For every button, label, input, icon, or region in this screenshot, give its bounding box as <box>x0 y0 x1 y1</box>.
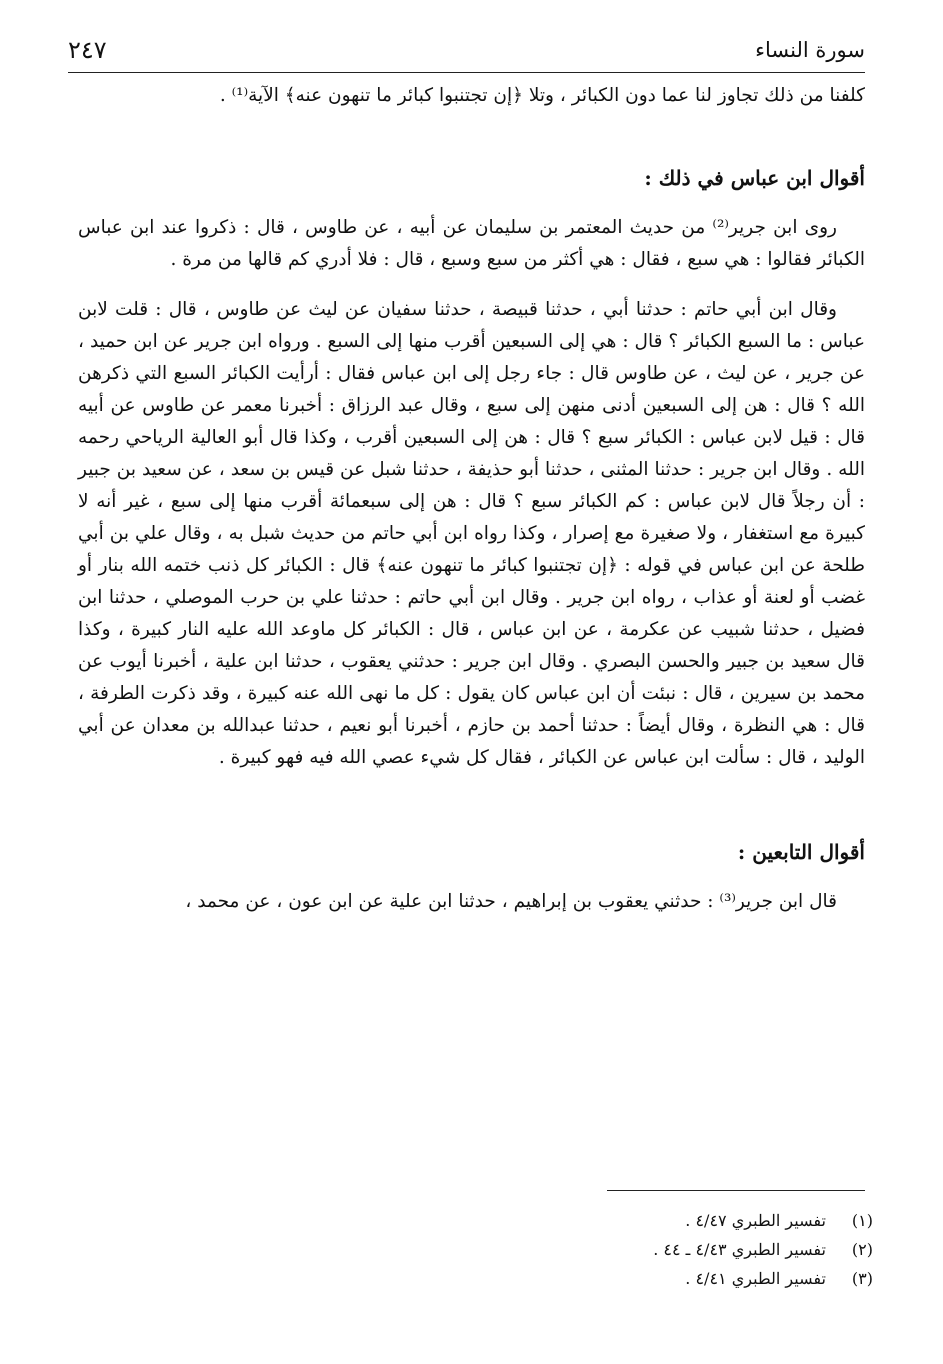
footnote-number: (٣) <box>851 1269 873 1288</box>
section-heading-ibn-abbas: أقوال ابن عباس في ذلك : <box>644 166 865 190</box>
surah-title: سورة النساء <box>755 38 865 62</box>
footnote <box>653 1264 873 1293</box>
footnote-text: تفسير الطبري ٤/٤٧ . <box>685 1211 826 1230</box>
footnote-number: (٢) <box>851 1240 873 1259</box>
footnote-text: تفسير الطبري ٤/٤١ . <box>685 1269 826 1288</box>
page-number: ٢٤٧ <box>68 36 107 64</box>
paragraph-3: قال ابن جرير⁽³⁾ : حدثني يعقوب بن إبراهيم ، حدثنا ابن علية عن ابن عون ، عن محمد ، <box>185 891 837 912</box>
paragraph-2: وقال ابن أبي حاتم : حدثنا أبي ، حدثنا قبيصة ، حدثنا سفيان عن ليث عن طاوس ، قال : قلت لابن عباس : ما السبع الكبائر ؟ قال : هي إلى السبعين أقرب منها إلى السبع . ورواه ابن جرير عن ابن حميد ، عن جرير ، عن ليث ، عن طاوس قال : جاء رجل إلى ابن عباس فقال : أرأيت الكبائر السبع التي ذكرهن الله ؟ قال : هن إلى السبعين أدنى منهن إلى سبع ، وقال عبد الرزاق : أخبرنا معمر عن طاوس عن أبيه قال : قيل لابن عباس : الكبائر سبع ؟ قال : هن إلى السبعين أقرب ، وكذا قال أبو العالية الرياحي رحمه الله . وقال ابن جرير : حدثنا المثنى ، حدثنا أبو حذيفة ، حدثنا شبل عن قيس بن سعد ، عن سعيد بن جبير : أن رجلاً قال لابن عباس : كم الكبائر سبع ؟ قال : هن إلى سبعمائة أقرب منها إلى سبع ، غير أنه لا كبيرة مع استغفار ، ولا صغيرة مع إصرار ، وكذا رواه ابن أبي حاتم من حديث شبل به ، وقال علي بن أبي طلحة عن ابن عباس في قوله : ﴿إن تجتنبوا كبائر ما تنهون عنه﴾ قال : الكبائر كل ذنب ختمه الله بنار أو غضب أو لعنة أو عذاب ، رواه ابن جرير . وقال ابن أبي حاتم : حدثنا علي بن حرب الموصلي ، حدثنا ابن فضيل ، حدثنا شبيب عن عكرمة ، عن ابن عباس ، قال : الكبائر كل ماوعد الله عليه النار كبيرة ، وكذا قال سعيد بن جبير والحسن البصري . وقال ابن جرير : حدثني يعقوب ، حدثنا ابن علية ، أخبرنا أيوب عن محمد بن سيرين ، قال : نبئت أن ابن عباس كان يقول : كل ما نهى الله عنه كبيرة ، وقد ذكرت الطرفة ، قال : هي النظرة ، وقال أيضاً : حدثنا أحمد بن حازم ، أخبرنا أبو نعيم ، حدثنا عبدالله بن معدان عن أبي الوليد ، قال : سألت ابن عباس عن الكبائر ، فقال كل شيء عصي الله فيه فهو كبيرة . <box>78 299 865 768</box>
main-text <box>78 80 865 918</box>
continuation-line: كلفنا من ذلك تجاوز لنا عما دون الكبائر ، وتلا ﴿إن تجتنبوا كبائر ما تنهون عنه﴾ الآية⁽¹⁾ . <box>219 85 865 106</box>
footnote-number: (١) <box>851 1211 873 1230</box>
paragraph-1: روى ابن جرير⁽²⁾ من حديث المعتمر بن سليمان عن أبيه ، عن طاوس ، قال : ذكروا عند ابن عباس الكبائر فقالوا : هي سبع ، فقال : هي أكثر من سبع وسبع ، قال : فلا أدري كم قالها من مرة . <box>78 217 865 270</box>
footnote <box>653 1235 873 1264</box>
footnotes <box>653 1206 873 1293</box>
footnote <box>653 1206 873 1235</box>
footnote-separator <box>607 1190 865 1191</box>
page-header <box>68 36 865 73</box>
section-heading-tabiin: أقوال التابعين : <box>737 840 865 864</box>
footnote-text: تفسير الطبري ٤/٤٣ ـ ٤٤ . <box>653 1240 826 1259</box>
